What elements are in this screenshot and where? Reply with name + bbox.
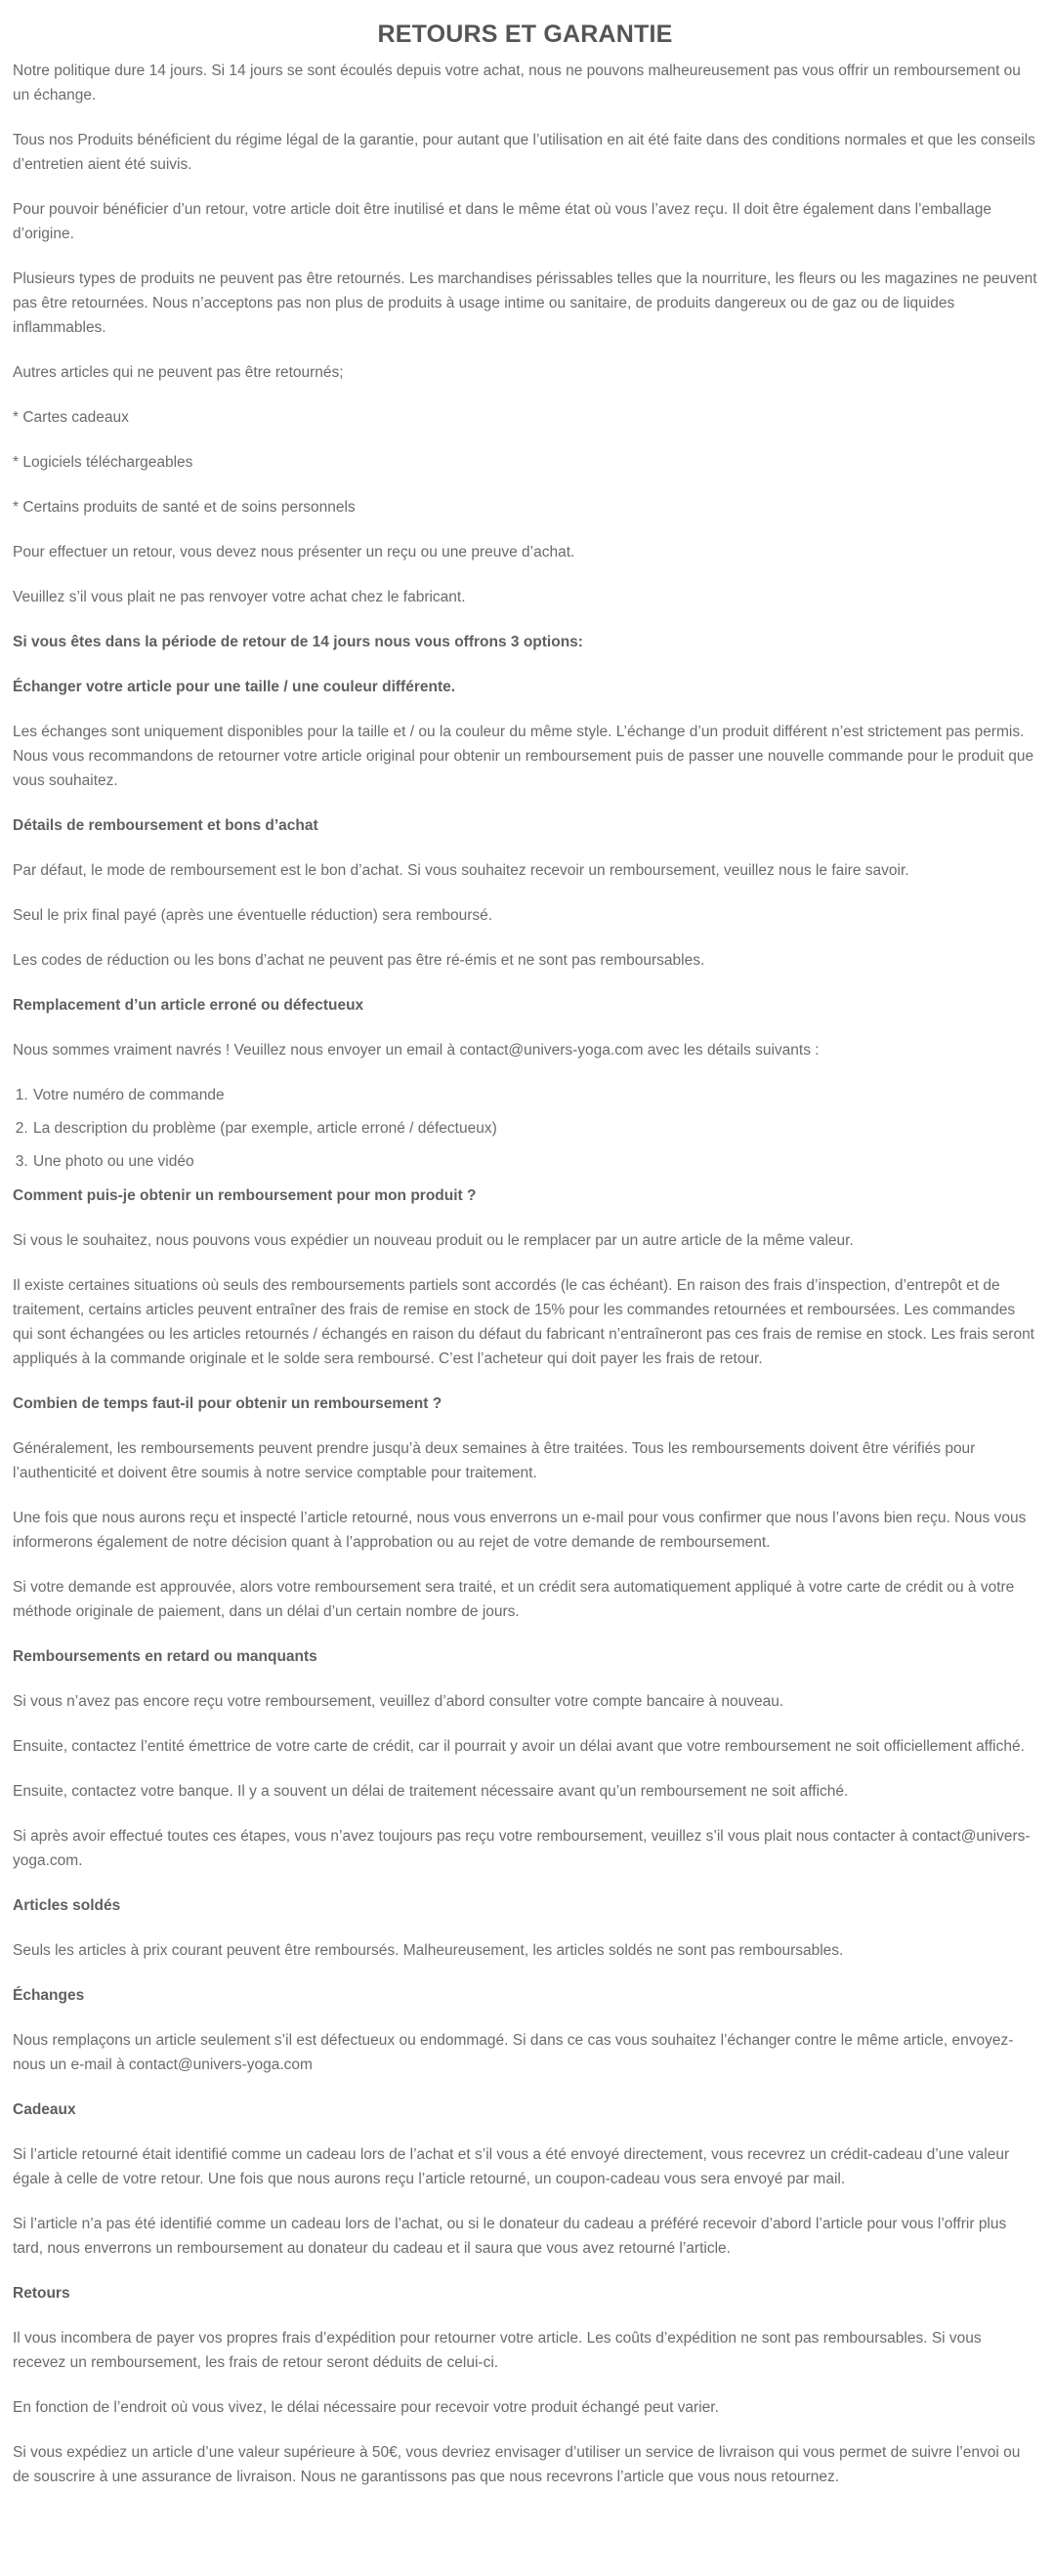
refund-details-section <box>13 813 1037 973</box>
policy-duration-paragraph: Notre politique dure 14 jours. Si 14 jours se sont écoulés depuis votre achat, nous ne pouvons malheureusement pas vous offrir un remboursement ou un échange. <box>13 62 1021 104</box>
how-long-paragraph: Généralement, les remboursements peuvent prendre jusqu’à deux semaines à être traitées. Tous les remboursements doivent être vérifiés pour l’authenticité et doivent être soumis à notre service comptable pour traitement. <box>13 1440 976 1481</box>
sale-items-heading: Articles soldés <box>13 1897 121 1914</box>
sale-items-paragraph: Seuls les articles à prix courant peuvent être remboursés. Malheureusement, les articles soldés ne sont pas remboursables. <box>13 1942 844 1959</box>
exchange-paragraph: Les échanges sont uniquement disponibles pour la taille et / ou la couleur du même style. L’échange d’un produit différent n’est strictement pas permis. Nous vous recommandons de retourner votre article original pour obtenir un remboursement puis de passer une nouvelle commande pour le produit que vous souhaitez. <box>13 724 1034 789</box>
page-title: RETOURS ET GARANTIE <box>377 21 673 48</box>
receipt-paragraph: Pour effectuer un retour, vous devez nous présenter un reçu ou une preuve d’achat. <box>13 544 575 561</box>
returns-paragraph: En fonction de l’endroit où vous vivez, le délai nécessaire pour recevoir votre produit échangé peut varier. <box>13 2399 719 2416</box>
gifts-paragraph: Si l’article retourné était identifié comme un cadeau lors de l’achat et s’il vous a été envoyé directement, vous recevrez un crédit-cadeau d’une valeur égale à celle de votre retour. Une fois que nous aurons reçu l’article retourné, un coupon-cadeau vous sera envoyé par mail. <box>13 2146 1010 2187</box>
exchanges-heading: Échanges <box>13 1987 85 2004</box>
policy-page <box>0 18 1037 2489</box>
exchanges-section <box>13 1983 1037 2077</box>
gifts-section <box>13 2098 1037 2261</box>
late-refunds-paragraph: Ensuite, contactez l’entité émettrice de votre carte de crédit, car il pourrait y avoir un délai avant que votre remboursement ne soit officiellement affiché. <box>13 1738 1025 1755</box>
how-refund-paragraph: Si vous le souhaitez, nous pouvons vous expédier un nouveau produit ou le remplacer par un autre article de la même valeur. <box>13 1232 854 1249</box>
excluded-item: * Certains produits de santé et de soins personnels <box>13 499 356 516</box>
list-item: 2. La description du problème (par exemple, article erroné / défectueux) <box>32 1116 1037 1141</box>
excluded-item: * Logiciels téléchargeables <box>13 454 193 471</box>
how-long-heading: Combien de temps faut-il pour obtenir un remboursement ? <box>13 1395 442 1412</box>
how-refund-paragraph: Il existe certaines situations où seuls des remboursements partiels sont accordés (le cas échéant). En raison des frais d’inspection, d’entrepôt et de traitement, certains articles peuvent entraîner des frais de remise en stock de 15% pour les commandes retournées et remboursées. Les commandes qui sont échangées ou les articles retournés / échangés en raison du défaut du fabricant n’entraîneront pas ces frais de remise en stock. Les frais seront appliqués à la commande originale et le solde sera remboursé. C’est l’acheteur qui doit payer les frais de retour. <box>13 1277 1034 1367</box>
returns-heading: Retours <box>13 2285 70 2302</box>
refund-details-paragraph: Les codes de réduction ou les bons d’achat ne peuvent pas être ré-émis et ne sont pas remboursables. <box>13 952 705 969</box>
non-returnable-types-paragraph: Plusieurs types de produits ne peuvent pas être retournés. Les marchandises périssables telles que la nourriture, les fleurs ou les magazines ne peuvent pas être retournées. Nous n’acceptons pas non plus de produits à usage intime ou sanitaire, de produits dangereux ou de gaz ou de liquides inflammables. <box>13 270 1037 336</box>
returns-paragraph: Si vous expédiez un article d’une valeur supérieure à 50€, vous devriez envisager d’utiliser un service de livraison qui vous permet de suivre l’envoi ou de souscrire à une assurance de livraison. Nous ne garantissons pas que nous recevrons l’article que vous nous retournez. <box>13 2444 1021 2485</box>
sale-items-section <box>13 1893 1037 1963</box>
other-items-paragraph: Autres articles qui ne peuvent pas être retournés; <box>13 364 344 381</box>
returns-paragraph: Il vous incombera de payer vos propres frais d’expédition pour retourner votre article. Les coûts d’expédition ne sont pas remboursables. Si vous recevez un remboursement, les frais de retour seront déduits de celui-ci. <box>13 2330 982 2371</box>
replacement-heading: Remplacement d’un article erroné ou défectueux <box>13 997 364 1014</box>
list-item: 1. Votre numéro de commande <box>32 1083 1037 1107</box>
list-item: 3. Une photo ou une vidéo <box>32 1149 1037 1174</box>
how-long-paragraph: Si votre demande est approuvée, alors votre remboursement sera traité, et un crédit sera automatiquement appliqué à votre carte de crédit ou à votre méthode originale de paiement, dans un délai d’un certain nombre de jours. <box>13 1579 1015 1620</box>
replacement-intro: Nous sommes vraiment navrés ! Veuillez nous envoyer un email à contact@univers-yoga.com avec les détails suivants : <box>13 1042 820 1059</box>
replacement-list <box>13 1083 1037 1174</box>
exchange-heading: Échanger votre article pour une taille / une couleur différente. <box>13 679 456 695</box>
legal-warranty-paragraph: Tous nos Produits bénéficient du régime légal de la garantie, pour autant que l’utilisation en ait été faite dans des conditions normales et que les conseils d’entretien aient été suivis. <box>13 132 1035 173</box>
late-refunds-section <box>13 1644 1037 1873</box>
intro-section <box>13 59 1037 609</box>
late-refunds-paragraph: Ensuite, contactez votre banque. Il y a souvent un délai de traitement nécessaire avant qu’un remboursement ne soit affiché. <box>13 1783 849 1800</box>
excluded-item: * Cartes cadeaux <box>13 409 129 426</box>
how-refund-section <box>13 1184 1037 1371</box>
replacement-section <box>13 993 1037 1174</box>
return-condition-paragraph: Pour pouvoir bénéficier d’un retour, votre article doit être inutilisé et dans le même état où vous l’avez reçu. Il doit être également dans l’emballage d’origine. <box>13 201 992 242</box>
how-refund-heading: Comment puis-je obtenir un remboursement pour mon produit ? <box>13 1187 477 1204</box>
refund-details-heading: Détails de remboursement et bons d’achat <box>13 817 318 834</box>
exchanges-paragraph: Nous remplaçons un article seulement s’il est défectueux ou endommagé. Si dans ce cas vous souhaitez l’échanger contre le même article, envoyez-nous un e-mail à contact@univers-yoga.com <box>13 2032 1014 2073</box>
exchange-section <box>13 675 1037 793</box>
gifts-heading: Cadeaux <box>13 2101 76 2118</box>
refund-details-paragraph: Par défaut, le mode de remboursement est le bon d’achat. Si vous souhaitez recevoir un remboursement, veuillez nous le faire savoir. <box>13 862 909 879</box>
late-refunds-paragraph: Si vous n’avez pas encore reçu votre remboursement, veuillez d’abord consulter votre compte bancaire à nouveau. <box>13 1693 784 1710</box>
how-long-paragraph: Une fois que nous aurons reçu et inspecté l’article retourné, nous vous enverrons un e-mail pour vous confirmer que nous l’avons bien reçu. Nous vous informerons également de notre décision quant à l’approbation ou au rejet de votre demande de remboursement. <box>13 1510 1027 1551</box>
late-refunds-paragraph: Si après avoir effectué toutes ces étapes, vous n’avez toujours pas reçu votre remboursement, veuillez s’il vous plait nous contacter à contact@univers-yoga.com. <box>13 1828 1031 1869</box>
late-refunds-heading: Remboursements en retard ou manquants <box>13 1648 317 1665</box>
returns-section <box>13 2281 1037 2489</box>
manufacturer-paragraph: Veuillez s’il vous plait ne pas renvoyer votre achat chez le fabricant. <box>13 589 466 605</box>
gifts-paragraph: Si l’article n’a pas été identifié comme un cadeau lors de l’achat, ou si le donateur du cadeau a préféré recevoir d’abord l’article pour vous l’offrir plus tard, nous enverrons un remboursement au donateur du cadeau et il saura que vous avez retourné l’article. <box>13 2216 1007 2257</box>
options-heading: Si vous êtes dans la période de retour de 14 jours nous vous offrons 3 options: <box>13 634 583 650</box>
refund-details-paragraph: Seul le prix final payé (après une éventuelle réduction) sera remboursé. <box>13 907 493 924</box>
how-long-section <box>13 1392 1037 1624</box>
